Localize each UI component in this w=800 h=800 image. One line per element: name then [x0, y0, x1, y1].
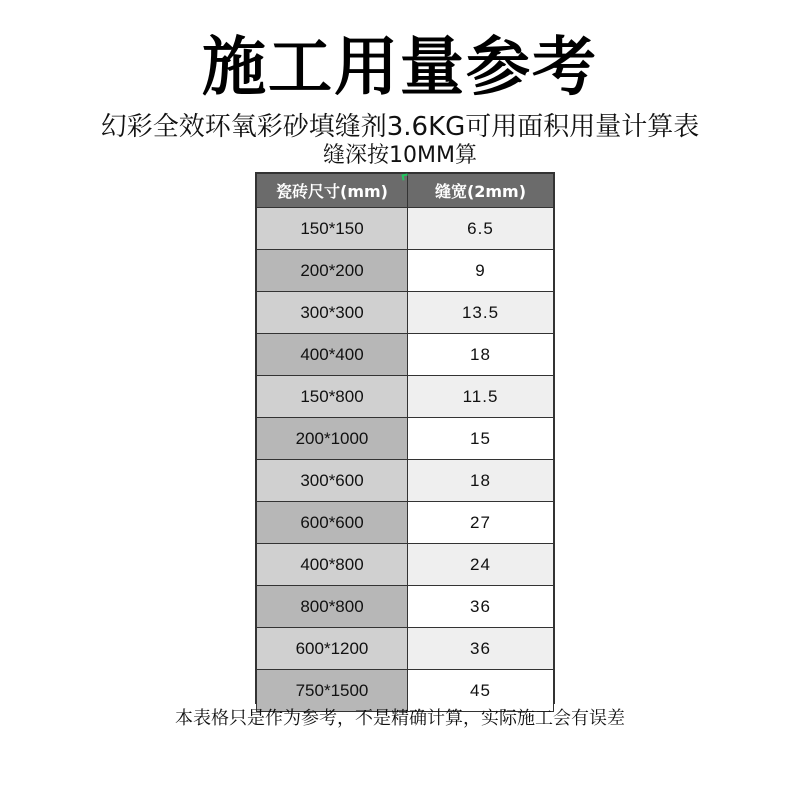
table-row — [257, 586, 554, 628]
usage-value-cell: 9 — [408, 250, 554, 292]
usage-value-cell: 13.5 — [408, 292, 554, 334]
table-row — [257, 544, 554, 586]
table-row — [257, 670, 554, 712]
tile-size-cell: 150*800 — [257, 376, 408, 418]
tile-size-cell: 200*1000 — [257, 418, 408, 460]
table-row — [257, 292, 554, 334]
tile-size-cell: 400*400 — [257, 334, 408, 376]
tile-size-cell: 300*300 — [257, 292, 408, 334]
table-footnote: 本表格只是作为参考，不是精确计算，实际施工会有误差 — [175, 708, 625, 729]
usage-value-cell: 36 — [408, 628, 554, 670]
usage-value-cell: 24 — [408, 544, 554, 586]
tile-size-cell: 800*800 — [257, 586, 408, 628]
table-row — [257, 250, 554, 292]
tile-size-cell: 400*800 — [257, 544, 408, 586]
green-corner-mark — [402, 174, 409, 181]
usage-table — [256, 173, 554, 712]
table-subtitle: 幻彩全效环氧彩砂填缝剂3.6KG可用面积用量计算表 — [100, 112, 700, 142]
table-row — [257, 628, 554, 670]
usage-reference-table — [255, 172, 555, 704]
tile-size-cell: 200*200 — [257, 250, 408, 292]
usage-value-cell: 6.5 — [408, 208, 554, 250]
tile-size-cell: 600*600 — [257, 502, 408, 544]
table-row — [257, 376, 554, 418]
table-row — [257, 460, 554, 502]
table-row — [257, 208, 554, 250]
header-joint-width: 缝宽(2mm) — [408, 174, 554, 208]
tile-size-cell: 300*600 — [257, 460, 408, 502]
depth-note: 缝深按10MM算 — [323, 143, 477, 168]
usage-value-cell: 36 — [408, 586, 554, 628]
table-row — [257, 418, 554, 460]
header-tile-size: 瓷砖尺寸(mm) — [257, 174, 408, 208]
usage-value-cell: 27 — [408, 502, 554, 544]
tile-size-cell: 150*150 — [257, 208, 408, 250]
usage-value-cell: 18 — [408, 460, 554, 502]
tile-size-cell: 750*1500 — [257, 670, 408, 712]
usage-value-cell: 18 — [408, 334, 554, 376]
page-title: 施工用量参考 — [202, 31, 598, 105]
table-row — [257, 334, 554, 376]
usage-value-cell: 11.5 — [408, 376, 554, 418]
tile-size-cell: 600*1200 — [257, 628, 408, 670]
usage-value-cell: 15 — [408, 418, 554, 460]
table-row — [257, 502, 554, 544]
usage-value-cell: 45 — [408, 670, 554, 712]
table-body — [257, 208, 554, 712]
